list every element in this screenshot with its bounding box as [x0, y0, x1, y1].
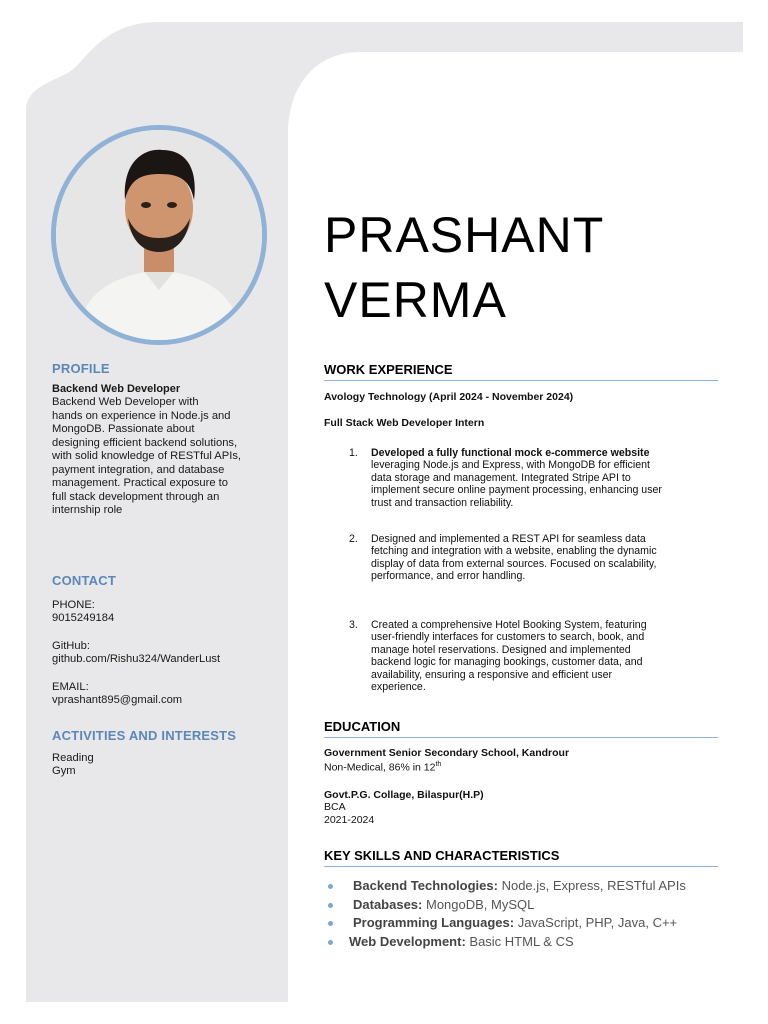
profile-section — [52, 362, 272, 518]
school-name: Government Senior Secondary School, Kandrour — [324, 747, 570, 759]
contact-section — [52, 574, 272, 708]
item-line: performance, and error handling. — [371, 570, 526, 583]
profile-line: hands on experience in Node.js and — [52, 409, 231, 422]
skill-item — [326, 877, 746, 896]
item-line: Developed a fully functional mock e-commerce website — [371, 447, 650, 459]
work-company: Avology Technology (April 2024 - November 2024) — [324, 391, 574, 403]
activity-item: Gym — [52, 765, 76, 778]
activity-item: Reading — [52, 751, 94, 764]
item-line: trust and transaction reliability. — [371, 496, 514, 509]
github-label: GitHub: — [52, 639, 90, 652]
school-detail-sup: th — [435, 761, 442, 768]
skills-heading: KEY SKILLS AND CHARACTERISTICS — [324, 848, 718, 867]
item-text — [371, 619, 719, 693]
item-number: 2. — [349, 533, 358, 545]
item-line: Designed and implemented a REST API for seamless data — [371, 533, 646, 545]
item-line: Created a comprehensive Hotel Booking System, featuring — [371, 619, 647, 631]
work-heading: WORK EXPERIENCE — [324, 362, 718, 381]
bullet-icon — [328, 921, 333, 926]
profile-heading: PROFILE — [52, 361, 110, 376]
profile-line: Backend Web Developer with — [52, 396, 199, 409]
item-text — [371, 533, 719, 583]
item-line: experience. — [371, 681, 426, 694]
item-line: leveraging Node.js and Express, with MongoDB for efficient — [371, 459, 650, 472]
profile-summary — [52, 396, 272, 518]
item-line: implement secure online payment processing, enhancing user — [371, 484, 662, 497]
email-link[interactable]: vprashant895@gmail.com — [52, 694, 183, 707]
skill-label: Backend Technologies: — [353, 878, 498, 893]
skill-item — [326, 933, 746, 952]
school-detail-text: Non-Medical, 86% in 12 — [324, 761, 436, 774]
skills-list — [326, 877, 746, 951]
skill-label: Web Development: — [349, 933, 466, 949]
profile-line: with solid knowledge of RESTful APIs, — [52, 450, 242, 463]
item-line: fetching and integration with a website, enabling the dynamic — [371, 545, 657, 558]
item-line: manage hotel reservations. Designed and implemented — [371, 643, 631, 656]
education-section — [324, 719, 718, 826]
school-detail — [324, 759, 718, 774]
profile-line: designing efficient backend solutions, — [52, 436, 238, 449]
bullet-icon — [328, 884, 333, 889]
skill-label: Databases: — [353, 896, 423, 912]
education-heading: EDUCATION — [324, 719, 718, 738]
activities-heading: ACTIVITIES AND INTERESTS — [52, 728, 237, 743]
college-degree: BCA — [324, 801, 346, 813]
contact-heading: CONTACT — [52, 573, 116, 588]
bullet-icon — [328, 940, 333, 945]
item-number: 3. — [349, 619, 358, 631]
college-name: Govt.P.G. Collage, Bilaspur(H.P) — [324, 789, 484, 801]
last-name: VERMA — [324, 272, 507, 328]
profile-line: full stack development through an — [52, 490, 220, 503]
profile-line: payment integration, and database — [52, 463, 225, 476]
profile-line: internship role — [52, 504, 123, 517]
college-years: 2021-2024 — [324, 813, 375, 826]
skill-item — [326, 914, 746, 933]
activities-section — [52, 729, 272, 779]
work-role: Full Stack Web Developer Intern — [324, 417, 485, 429]
item-text — [371, 447, 719, 509]
item-number: 1. — [349, 447, 358, 459]
candidate-name — [324, 203, 604, 333]
bullet-icon — [328, 903, 333, 908]
email-label: EMAIL: — [52, 680, 89, 693]
github-link[interactable]: github.com/Rishu324/WanderLust — [52, 653, 221, 666]
skill-label: Programming Languages: — [353, 915, 515, 930]
first-name: PRASHANT — [324, 207, 605, 263]
profile-title: Backend Web Developer — [52, 382, 181, 395]
skill-value: Node.js, Express, RESTful APIs — [497, 878, 686, 893]
item-line: display of data from external sources. Focused on scalability, — [371, 557, 657, 570]
skill-value: Basic HTML & CS — [465, 933, 574, 949]
skill-item — [326, 896, 746, 915]
profile-photo — [51, 125, 267, 345]
item-line: user-friendly interfaces for customers to search, book, and — [371, 631, 645, 644]
skill-value: JavaScript, PHP, Java, C++ — [514, 915, 678, 930]
item-line: availability, ensuring a responsive and efficient user — [371, 668, 613, 681]
item-line: data storage and management. Integrated Stripe API to — [371, 471, 631, 484]
skill-value: MongoDB, MySQL — [422, 896, 535, 912]
profile-line: management. Practical exposure to — [52, 477, 228, 490]
skills-section — [324, 848, 718, 867]
phone-label: PHONE: — [52, 598, 95, 611]
phone-value: 9015249184 — [52, 612, 115, 625]
profile-line: MongoDB. Passionate about — [52, 423, 195, 436]
item-line: backend logic for managing bookings, customer data, and — [371, 656, 643, 669]
work-section — [324, 362, 718, 429]
